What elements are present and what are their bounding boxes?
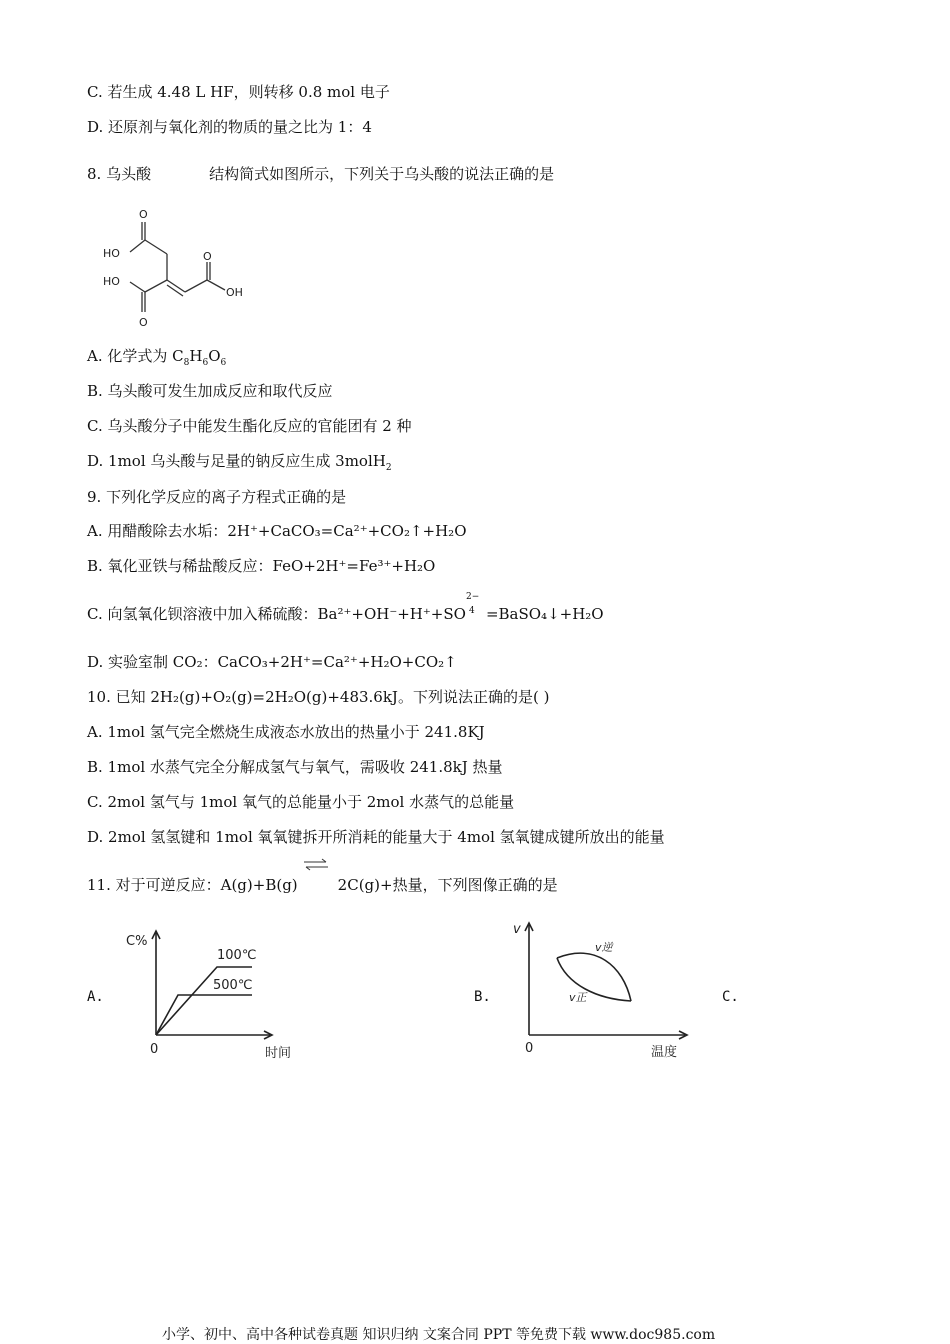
reversible-arrow-icon — [302, 858, 330, 872]
q11-label-a: A. — [87, 989, 104, 1005]
q10-stem: 10. 已知 2H₂(g)+O₂(g)=2H₂O(g)+483.6kJ。下列说法正确的是( ) — [87, 688, 550, 706]
graph-a-origin: 0 — [150, 1042, 159, 1057]
q11-label-c: C. — [722, 989, 739, 1005]
structure-ho2: HO — [103, 275, 120, 288]
q11-stem: 11. 对于可逆反应：A(g)+B(g) 2C(g)+热量，下列图像正确的是 — [87, 876, 558, 894]
q9-option-c: C. 向氢氧化钡溶液中加入稀硫酸：Ba²⁺+OH⁻+H⁺+SO =BaSO₄↓+H₂O — [87, 605, 604, 623]
q10-option-c: C. 2mol 氢气与 1mol 氧气的总能量小于 2mol 水蒸气的总能量 — [87, 793, 515, 811]
q8-option-c: C. 乌头酸分子中能发生酯化反应的官能团有 2 种 — [87, 417, 412, 435]
sulfate-subscript: 4 — [469, 606, 475, 616]
q11-label-b: B. — [474, 989, 491, 1005]
q9-option-b: B. 氧化亚铁与稀盐酸反应：FeO+2H⁺=Fe³⁺+H₂O — [87, 557, 436, 575]
q10-option-a: A. 1mol 氢气完全燃烧生成液态水放出的热量小于 241.8KJ — [87, 723, 485, 741]
q7-option-c: C. 若生成 4.48 L HF，则转移 0.8 mol 电子 — [87, 83, 390, 101]
graph-b-vrev-label: v逆 — [595, 941, 613, 954]
graph-b-origin: 0 — [525, 1041, 534, 1056]
sulfate-charge: 2− — [466, 592, 480, 602]
graph-b-vfwd-label: v正 — [569, 991, 587, 1004]
aconitic-acid-structure — [95, 200, 265, 335]
structure-ho1: HO — [103, 247, 120, 260]
q10-option-d: D. 2mol 氢氢键和 1mol 氧氧键拆开所消耗的能量大于 4mol 氢氧键成键所放出的能量 — [87, 828, 665, 846]
structure-o1: O — [139, 208, 148, 221]
q8-option-a: A. 化学式为 $C_8H_6O_6$ — [87, 347, 227, 368]
curve-500c — [156, 995, 252, 1035]
structure-o2: O — [139, 316, 148, 329]
q8-stem — [87, 164, 554, 184]
q9-stem: 9. 下列化学反应的离子方程式正确的是 — [87, 488, 347, 506]
graph-a — [120, 925, 310, 1065]
q9-option-d: D. 实验室制 CO₂：CaCO₃+2H⁺=Ca²⁺+H₂O+CO₂↑ — [87, 653, 457, 671]
q9-option-a: A. 用醋酸除去水垢：2H⁺+CaCO₃=Ca²⁺+CO₂↑+H₂O — [87, 522, 467, 540]
q7-option-d: D. 还原剂与氧化剂的物质的量之比为 1：4 — [87, 118, 372, 136]
graph-a-xlabel: 时间 — [265, 1046, 292, 1061]
q8-stem-name: 8. 乌头酸 — [87, 165, 152, 183]
q8-option-d: D. 1mol 乌头酸与足量的钠反应生成 3molH$_2$ — [87, 452, 392, 473]
page-footer: 小学、初中、高中各种试卷真题 知识归纳 文案合同 PPT 等免费下载 www.doc985.com — [162, 1327, 716, 1343]
graph-a-curve2-label: 500℃ — [213, 978, 253, 993]
q8-stem-text: 结构简式如图所示，下列关于乌头酸的说法正确的是 — [209, 165, 555, 183]
structure-oh: OH — [226, 286, 243, 299]
graph-a-ylabel: C% — [126, 934, 148, 949]
graph-b-ylabel: v — [513, 922, 521, 937]
structure-o3: O — [203, 250, 212, 263]
q10-option-b: B. 1mol 水蒸气完全分解成氢气与氧气，需吸收 241.8kJ 热量 — [87, 758, 503, 776]
graph-b-xlabel: 温度 — [651, 1045, 678, 1060]
q8-option-b: B. 乌头酸可发生加成反应和取代反应 — [87, 382, 333, 400]
graph-a-curve1-label: 100℃ — [217, 948, 257, 963]
graph-b — [505, 915, 695, 1065]
